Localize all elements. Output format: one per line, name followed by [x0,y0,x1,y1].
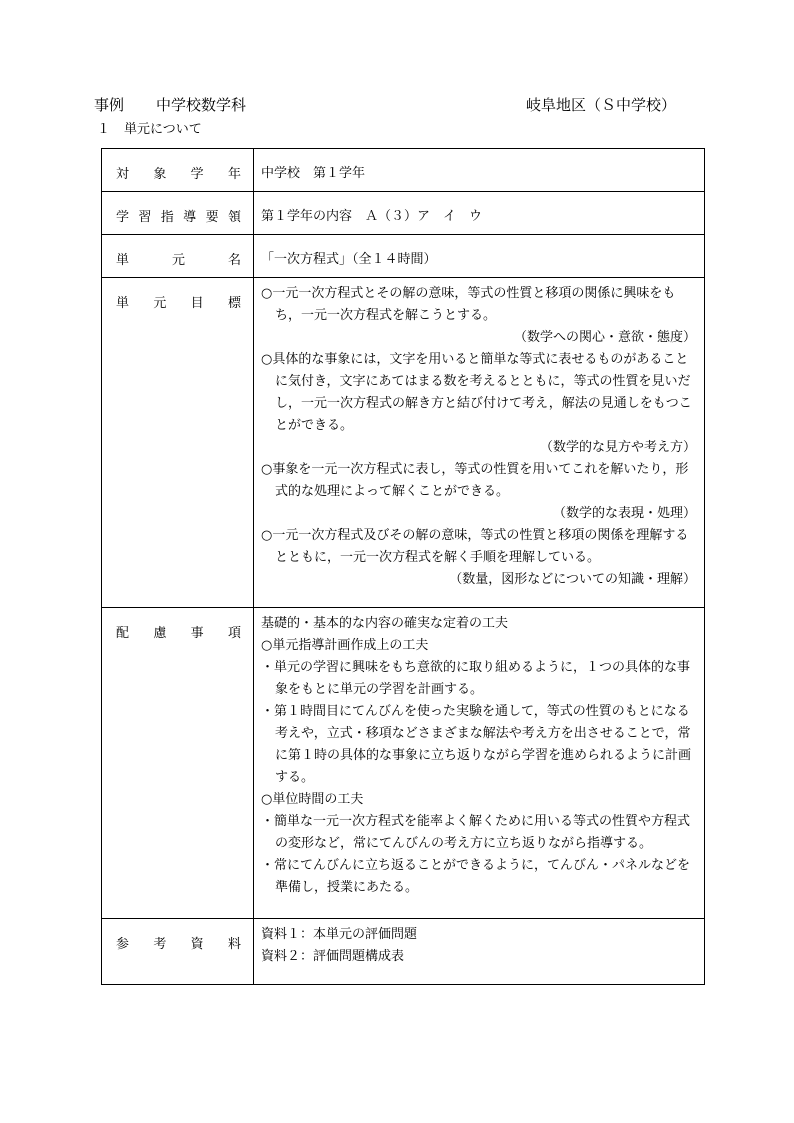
row-considerations [102,608,705,919]
value-guideline: 第１学年の内容 Ａ（３）ア イ ウ [254,192,705,235]
goal-aspect: （数学的な見方や考え方） [539,440,696,455]
consideration-bullet: ・常にてんびんに立ち返ることができるように，てんびん・パネルなどを準備し，授業にあたる。 [261,858,691,895]
references-content [254,919,705,985]
region-label: 岐阜地区（Ｓ中学校） [526,96,677,114]
row-label-char: 年 [227,167,241,182]
row-label-char: 項 [227,626,241,641]
consideration-bullet: ・単元の学習に興味をもち意欲的に取り組めるように，１つの具体的な事象をもとに単元の学習を計画する。 [261,660,691,697]
row-label-char: 料 [227,937,241,952]
goal-item: ○一元一次方程式とその解の意味，等式の性質と移項の関係に興味をもち，一元一次方程式を解こうとする。 [261,286,676,323]
consideration-bullet: ・簡単な一元一次方程式を能率よく解くために用いる等式の性質や方程式の変形など，常にてんびんの考え方に立ち返りながら指導する。 [261,814,691,851]
row-label-char: 慮 [153,626,167,641]
row-label-char: 目 [190,296,204,311]
section-title: 単元について [124,122,202,137]
label-references [102,919,254,985]
considerations-heading: ○単位時間の工夫 [261,792,364,807]
row-label-char: 元 [153,296,167,311]
label-goals [102,278,254,608]
goal-item: ○一元一次方程式及びその解の意味，等式の性質と移項の関係を理解するとともに，一元一次方程式を解く手順を理解している。 [261,528,689,565]
row-guideline [102,192,705,235]
value-unit: 「一次方程式」（全１４時間） [254,235,705,278]
subject-category: 中学校数学科 [156,96,247,114]
row-label-char: 学 [116,210,130,225]
row-label-char: 考 [153,937,167,952]
row-label-char: 指 [160,210,174,225]
row-label-char: 象 [153,167,167,182]
row-label-char: 名 [227,253,241,268]
row-label-char: 学 [190,167,204,182]
row-unit [102,235,705,278]
label-guideline [102,192,254,235]
section-heading [97,118,202,137]
row-label-char: 習 [138,210,152,225]
row-references [102,919,705,985]
considerations-content [254,608,705,919]
row-label-char: 単 [116,296,130,311]
row-label-char: 標 [227,296,241,311]
header-left [94,94,246,115]
goals-content [254,278,705,608]
reference-item: 資料２：評価問題構成表 [261,949,405,964]
row-label-char: 配 [116,626,130,641]
case-label: 事例 [94,96,125,114]
row-goals [102,278,705,608]
considerations-intro: 基礎的・基本的な内容の確実な定着の工夫 [261,616,509,631]
row-label-char: 導 [183,210,197,225]
row-label-char: 対 [116,167,130,182]
consideration-bullet: ・第１時間目にてんびんを使った実験を通して，等式の性質のもとになる考えや，立式・移項などさまざまな解法や考え方を出させることで，常に第１時の具体的な事象に立ち返りながら学習を進められるように計画する。 [261,704,692,785]
value-grade: 中学校 第１学年 [254,149,705,192]
considerations-heading: ○単元指導計画作成上の工夫 [261,638,429,653]
goal-aspect: （数量，図形などについての知識・理解） [449,572,696,587]
goal-aspect: （数学への関心・意欲・態度） [513,330,696,345]
row-label-char: 参 [116,937,130,952]
label-considerations [102,608,254,919]
row-label-char: 要 [205,210,219,225]
row-label-char: 元 [171,253,185,268]
label-unit [102,235,254,278]
row-label-char: 領 [227,210,241,225]
row-label-char: 単 [116,253,130,268]
section-number: １ [97,122,111,137]
row-label-char: 資 [190,937,204,952]
goal-aspect: （数学的な表現・処理） [552,506,696,521]
label-grade [102,149,254,192]
unit-table [101,148,705,985]
row-label-char: 事 [190,626,204,641]
reference-item: 資料１：本単元の評価問題 [261,927,418,942]
goal-item: ○事象を一元一次方程式に表し，等式の性質を用いてこれを解いたり，形式的な処理によって解くことができる。 [261,462,689,499]
goal-item: ○具体的な事象には，文字を用いると簡単な等式に表せるものがあることに気付き，文字にあてはまる数を考えるとともに，等式の性質を見いだし，一元一次方程式の解き方と結び付けて考え，解法の見通しをもつことができる。 [261,352,692,433]
row-grade [102,149,705,192]
